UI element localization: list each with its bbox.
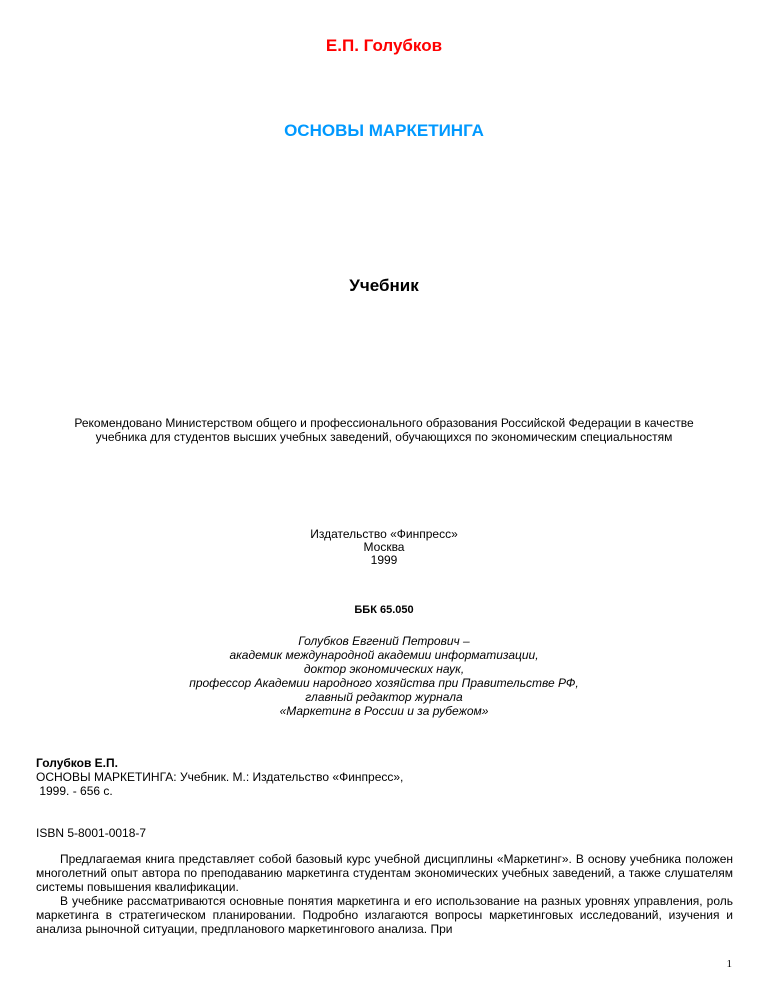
abstract-paragraph: В учебнике рассматриваются основные понятия маркетинга и его использование на разных уровнях управления, роль маркетинга в стратегическом планировании. Подробно излагаются вопросы маркетинговых исследований, изучения и анализа рыночной ситуации, предпланового маркетингового анализа. При [36, 894, 733, 936]
page-number: 1 [726, 958, 732, 970]
publisher-year: 1999 [370, 553, 398, 567]
publisher-block [0, 528, 768, 567]
bibliographic-author: Голубков Е.П. [36, 756, 118, 770]
bbk-code: ББК 65.050 [354, 604, 414, 616]
author-info-line: академик международной академии информатизации, [229, 648, 539, 662]
recommendation-line: учебника для студентов высших учебных заведений, обучающихся по экономическим специальностям [95, 430, 673, 444]
author-info-line: Голубков Евгений Петрович – [298, 634, 470, 648]
publisher-city: Москва [363, 540, 405, 554]
author-info-line: профессор Академии народного хозяйства при Правительстве РФ, [189, 676, 579, 690]
bibliographic-line: ОСНОВЫ МАРКЕТИНГА: Учебник. М.: Издательство «Финпресс», [36, 770, 404, 784]
author-info-line: главный редактор журнала [305, 690, 463, 704]
abstract [36, 852, 733, 936]
recommendation-text [0, 416, 768, 444]
bibliographic-record [36, 756, 733, 798]
author-info-line: «Маркетинг в России и за рубежом» [279, 704, 489, 718]
author-info [0, 634, 768, 718]
book-subtitle: Учебник [349, 276, 419, 295]
book-title: ОСНОВЫ МАРКЕТИНГА [284, 121, 484, 140]
abstract-paragraph: Предлагаемая книга представляет собой базовый курс учебной дисциплины «Маркетинг». В основу учебника положен многолетний опыт автора по преподаванию маркетинга студентам экономических учебных заведений, а также слушателям системы повышения квалификации. [36, 852, 733, 894]
bibliographic-line: 1999. - 656 с. [36, 784, 113, 798]
author-name: Е.П. Голубков [325, 36, 443, 55]
recommendation-line: Рекомендовано Министерством общего и профессионального образования Российской Федерации в качестве [74, 416, 694, 430]
isbn: ISBN 5-8001-0018-7 [36, 826, 147, 840]
author-info-line: доктор экономических наук, [303, 662, 465, 676]
publisher-name: Издательство «Финпресс» [310, 527, 458, 541]
